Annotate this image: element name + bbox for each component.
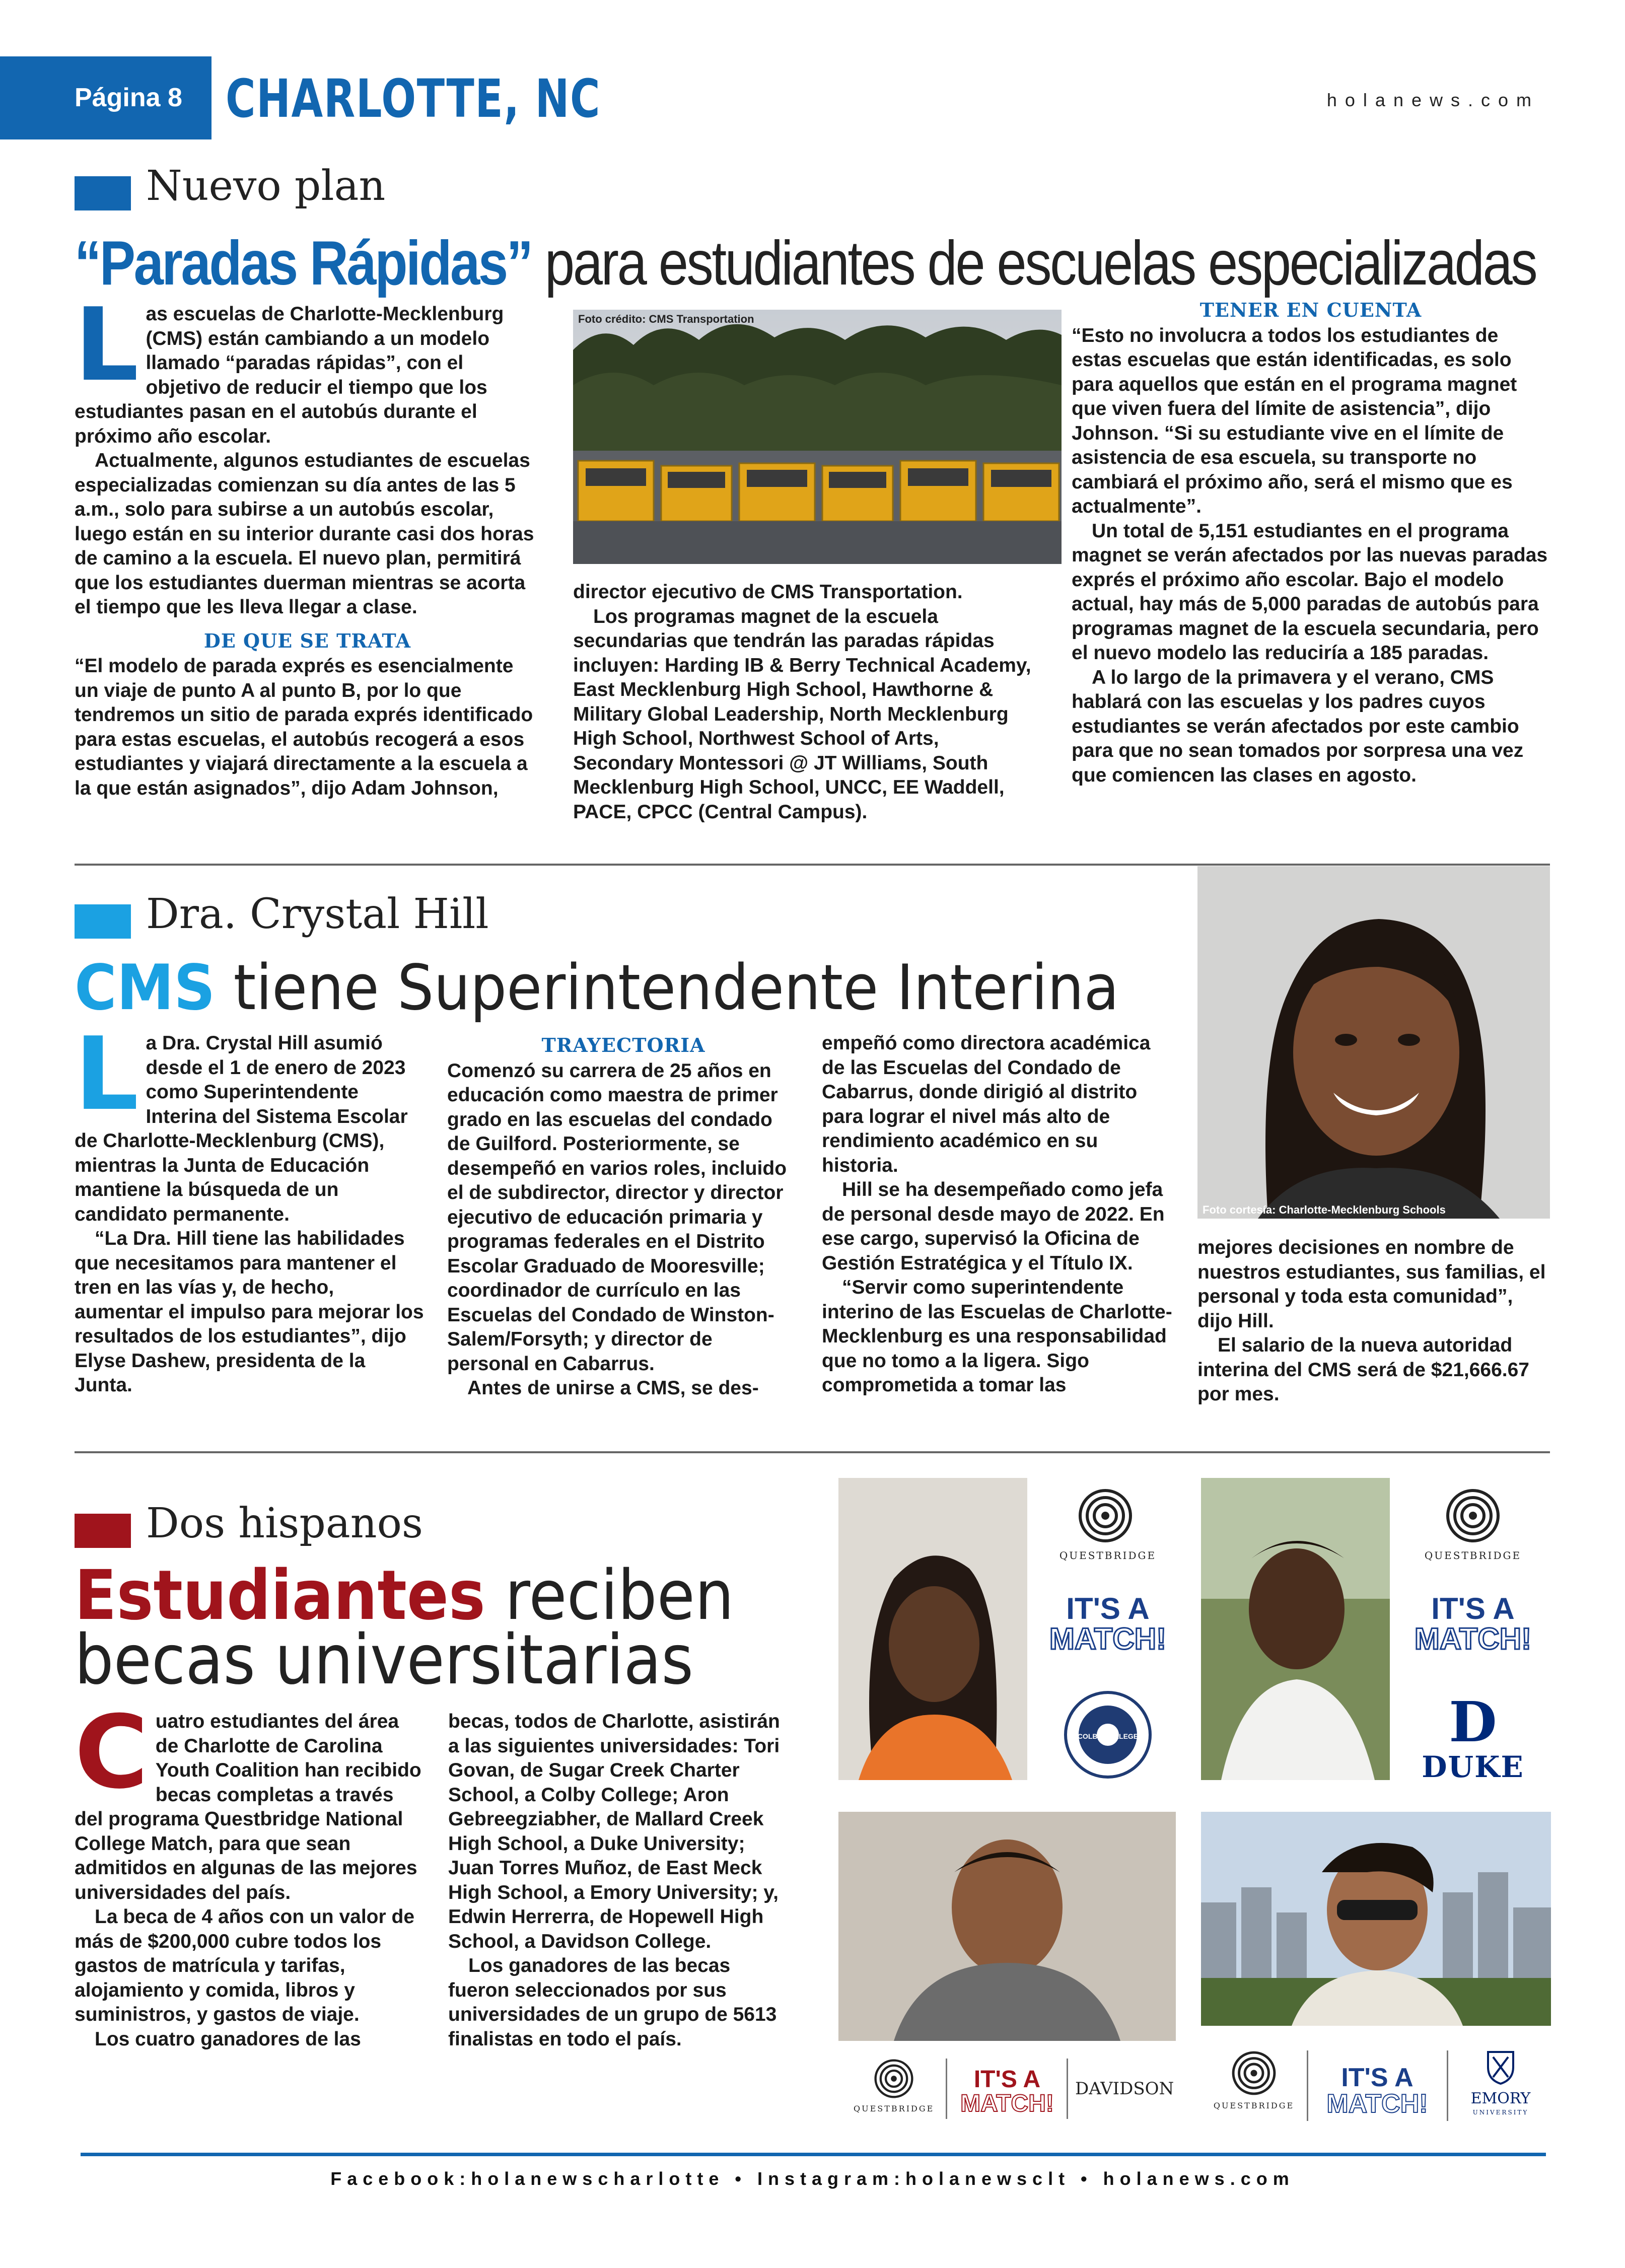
article3-col1 [75, 1694, 427, 2051]
paragraph: Comenzó su carrera de 25 años en educación como maestra de primer grado en las escuelas del condado de Guilford. Posteriormente, se desempeñó en varios roles, incluido el de subdirector, director y director ejecutivo de educación primaria y programas federales en el Distrito Escolar Graduado de Mooresville; coordinador de currículo en las Escuelas del Condado de Winston-Salem/Forsyth; y director de personal en Cabarrus. [447, 1059, 787, 1375]
subhead: TENER EN CUENTA [1199, 299, 1422, 321]
subhead: DE QUE SE TRATA [203, 629, 411, 652]
its-a-text: IT'S A [973, 2066, 1041, 2093]
kicker-box [75, 904, 131, 939]
headline-rest: tiene Superintendente Interina [233, 952, 1119, 1024]
paragraph: as escuelas de Charlotte-Mecklenburg (CMS) están cambiando a un modelo llamado “paradas rápidas”, con el objetivo de reducir el tiempo que los estudiantes pasan en el autobús durante el próximo año escolar. [75, 303, 504, 447]
photo-credit: Foto crédito: CMS Transportation [578, 313, 754, 325]
paragraph: “Esto no involucra a todos los estudiantes de estas escuelas que están identificadas, es solo para aquellos que están en el programa magnet que viven fuera del límite de asistencia”, dijo Johnson. “Si su estudiante vive en el límite de asistencia de esa escuela, su transporte no cambiará el próximo año, será el mismo que es actualmente”. [1072, 324, 1517, 517]
match-text: MATCH! [1326, 2089, 1428, 2118]
student-photo-tori [838, 1478, 1027, 1780]
dropcap: L [75, 1016, 139, 1133]
section-divider [75, 1451, 1550, 1453]
page-label: Página 8 [75, 83, 182, 112]
headline-bold: “Paradas Rápidas” [75, 229, 532, 298]
divider [1307, 2050, 1308, 2121]
header-site[interactable]: holanews.com [1326, 90, 1539, 110]
article1-col2 [573, 580, 1044, 824]
emory-sub-label: UNIVERSITY [1472, 2109, 1529, 2116]
headline-bold: Estudiantes [75, 1556, 485, 1636]
duke-d-icon: D [1449, 1689, 1497, 1754]
article2-col3 [822, 1031, 1174, 1398]
paragraph: El salario de la nueva autoridad interina del CMS será de $21,666.67 por mes. [1197, 1334, 1530, 1405]
article1-col1 [75, 287, 540, 801]
article2-headline [75, 952, 1119, 1024]
duke-label: DUKE [1422, 1750, 1524, 1784]
article3-kicker: Dos hispanos [146, 1500, 423, 1547]
divider [1447, 2050, 1448, 2121]
article2-col2 [447, 1021, 800, 1401]
subhead: TRAYECTORIA [541, 1034, 705, 1056]
page-number-tab [0, 56, 211, 139]
divider [1067, 2059, 1068, 2119]
paragraph: Hill se ha desempeñado como jefa de personal desde mayo de 2022. En ese cargo, supervisó la Oficina de Gestión Estratégica y el Título IX. [822, 1179, 1165, 1274]
match-text: MATCH! [1414, 1622, 1532, 1656]
headline-rest: para estudiantes de escuelas especializadas [544, 229, 1536, 298]
its-a-match [1405, 1594, 1541, 1654]
headline-bold: CMS [75, 952, 216, 1024]
questbridge-label: QUESTBRIDGE [1059, 1549, 1157, 1562]
questbridge-label: QUESTBRIDGE [1424, 1549, 1522, 1562]
divider [946, 2059, 947, 2119]
section-divider [75, 864, 1550, 866]
paragraph: Los ganadores de las becas fueron seleccionados por sus universidades de un grupo de 5613 finalistas en todo el país. [448, 1955, 777, 2050]
paragraph: Un total de 5,151 estudiantes en el programa magnet se verán afectados por las nuevas paradas exprés el próximo año escolar. Bajo el modelo actual, hay más de 5,000 paradas de autobús para programas magnet de la escuela secundaria, pero el nuevo modelo las reduciría a 185 paradas. [1072, 520, 1548, 664]
its-a-text: IT'S A [1341, 2063, 1414, 2092]
paragraph: director ejecutivo de CMS Transportation. [573, 581, 963, 603]
questbridge-label: QUESTBRIDGE [854, 2104, 935, 2113]
paragraph: “El modelo de parada exprés es esencialmente un viaje de punto A al punto B, por lo que tendremos un sitio de parada exprés identificado para estas escuelas, el autobús recogerá a esos estudiantes y viajará directamente a la escuela a la que están asignados”, dijo Adam Johnson, [75, 655, 533, 799]
davidson-label: DAVIDSON [1075, 2079, 1174, 2099]
paragraph: La beca de 4 años con un valor de más de $200,000 cubre todos los gastos de matrícula y tarifas, alojamiento y comida, libros y suministros, y gastos de viaje. [75, 1906, 415, 2025]
questbridge-logo-icon [874, 2059, 914, 2099]
article1-headline [75, 228, 1536, 299]
match-badge-duke [1405, 1478, 1541, 1784]
footer-social[interactable]: Facebook:holanewscharlotte • Instagram:holanewsclt • holanews.com [330, 2168, 1295, 2189]
paragraph: Actualmente, algunos estudiantes de escuelas especializadas comienzan su día antes de las 5 a.m., solo para subirse a un autobús escolar, luego están en su interior durante casi dos horas de camino a la escuela. El nuevo plan, permitirá que los estudiantes duerman mientras se acorta el tiempo que les lleva llegar a clase. [75, 450, 534, 618]
article1-kicker: Nuevo plan [146, 162, 386, 210]
match-badge-colby [1040, 1478, 1176, 1780]
match-badge-emory [1201, 2044, 1551, 2130]
questbridge-logo-icon [1231, 2050, 1277, 2096]
kicker-box [75, 176, 131, 210]
student-photo-juan [1201, 1812, 1551, 2026]
its-a-match [949, 2068, 1065, 2116]
dropcap: C [75, 1694, 149, 1811]
questbridge-logo-icon [1445, 1488, 1501, 1543]
paragraph: uatro estudiantes del área de Charlotte de Carolina Youth Coalition han recibido becas completas a través del programa Questbridge National College Match, para que sean admitidos en algunas de las mejores universidades del país. [75, 1711, 421, 1903]
colby-label: COLBY COLLEGE [1077, 1732, 1139, 1740]
article1-col3 [1072, 291, 1550, 788]
article3-col2 [448, 1710, 791, 2051]
section-city: CHARLOTTE, NC [226, 68, 601, 129]
emory-shield-icon [1486, 2049, 1516, 2085]
article2-col4 [1197, 1236, 1550, 1407]
article3-headline [75, 1556, 754, 1700]
headline-rest: becas universitarias [75, 1620, 694, 1700]
paragraph: mejores decisiones en nombre de nuestros estudiantes, sus familias, el personal y toda esta comunidad”, dijo Hill. [1197, 1237, 1546, 1332]
student-photo-edwin [838, 1812, 1176, 2041]
paragraph: “Servir como superintendente interino de las Escuelas de Charlotte-Mecklenburg es una responsabilidad que no tomo a la ligera. Sigo comprometida a tomar las [822, 1277, 1172, 1396]
emory-label: EMORY [1470, 2090, 1531, 2107]
footer-rule [81, 2153, 1546, 2156]
its-a-match [1040, 1594, 1176, 1654]
match-text: MATCH! [960, 2090, 1054, 2117]
paragraph: Los cuatro ganadores de las [95, 2028, 361, 2050]
questbridge-label: QUESTBRIDGE [1213, 2101, 1295, 2110]
student-photo-aron [1201, 1478, 1390, 1780]
paragraph: becas, todos de Charlotte, asistirán a las siguientes universidades: Tori Govan, de Sugar Creek Charter School, a Colby College; Aron Gebreegziabher, de Mallard Creek High School, a Duke University; Juan Torres Muñoz, de East Meck High School, a Emory University; y, Edwin Herrerra, de Hopewell High School, a Davidson College. [448, 1711, 780, 1952]
article2-kicker: Dra. Crystal Hill [146, 890, 489, 938]
match-badge-davidson [838, 2053, 1176, 2129]
buses-photo [573, 310, 1062, 564]
article2-col1 [75, 1016, 427, 1398]
paragraph: Antes de unirse a CMS, se des- [467, 1377, 759, 1399]
photo-credit: Foto cortesía: Charlotte-Mecklenburg Schools [1203, 1203, 1446, 1216]
paragraph: a Dra. Crystal Hill asumió desde el 1 de enero de 2023 como Superintendente Interina del Sistema Escolar de Charlotte-Mecklenburg (CMS), mientras la Junta de Educación mantiene la búsqueda de un candidato permanente. [75, 1032, 408, 1225]
headline-rest: reciben [505, 1556, 734, 1636]
its-a-text: IT'S A [1431, 1592, 1515, 1625]
dropcap: L [75, 287, 139, 404]
crystal-hill-photo [1197, 866, 1550, 1219]
paragraph: Los programas magnet de la escuela secundarias que tendrán las paradas rápidas incluyen: Harding IB & Berry Technical Academy, East Mecklenburg High School, Hawthorne & Military Global Leadership, North Mecklenburg High School, Northwest School of Arts, Secondary Montessori @ JT Williams, South Mecklenburg High School, UNCC, EE Waddell, PACE, CPCC (Central Campus). [573, 605, 1031, 823]
paragraph: empeñó como directora académica de las Escuelas del Condado de Cabarrus, donde dirigió al distrito para lograr el nivel más alto de rendimiento académico en su historia. [822, 1032, 1151, 1176]
paragraph: A lo largo de la primavera y el verano, CMS hablará con las escuelas y los padres cuyos estudiantes se verán afectados por este cambio para que no sean tomados por sorpresa una vez que comiencen las clases en agosto. [1072, 666, 1524, 786]
questbridge-logo-icon [1078, 1488, 1133, 1543]
its-a-match [1312, 2065, 1443, 2117]
its-a-text: IT'S A [1066, 1592, 1150, 1625]
paragraph: “La Dra. Hill tiene las habilidades que necesitamos para mantener el tren en las vías y, de hecho, aumentar el impulso para mejorar los resultados de los estudiantes”, dijo Elyse Dashew, presidenta de la Junta. [75, 1228, 424, 1396]
kicker-box [75, 1514, 131, 1548]
match-text: MATCH! [1049, 1622, 1167, 1656]
